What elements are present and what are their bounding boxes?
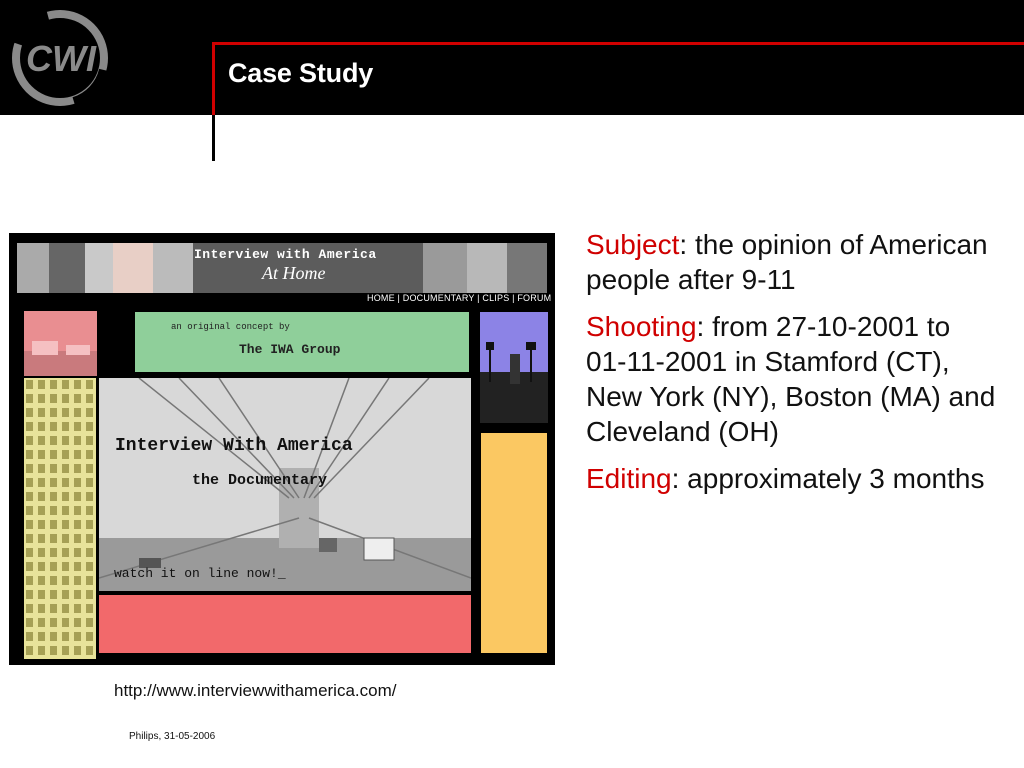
site-nav: HOME | DOCUMENTARY | CLIPS | FORUM <box>367 293 552 303</box>
footer-text: Philips, 31-05-2006 <box>129 731 216 742</box>
bullet-shooting <box>586 309 996 449</box>
face-photo <box>507 243 547 293</box>
bullet-keyword: Subject <box>586 229 680 260</box>
website-url[interactable]: http://www.interviewwithamerica.com/ <box>114 681 397 700</box>
watch-now-link: watch it on line now!_ <box>114 566 286 581</box>
bridge-photo <box>99 378 471 591</box>
title-rule-extension <box>212 115 215 161</box>
street-photo <box>24 311 97 376</box>
face-photo <box>85 243 113 293</box>
face-photo <box>17 243 49 293</box>
site-title: Interview with America <box>194 247 377 262</box>
header-bar <box>0 0 1024 115</box>
slide-title: Case Study <box>228 58 374 88</box>
bullet-text: : from 27-10-2001 to 01-11-2001 in Stamford (CT), New York (NY), Boston (MA) and Cleveland (OH) <box>586 311 996 447</box>
bullet-editing <box>586 461 996 496</box>
building-photo <box>24 378 96 659</box>
face-photo <box>153 243 193 293</box>
site-subtitle: At Home <box>262 263 326 283</box>
bullet-text: : the opinion of American people after 9-11 <box>586 229 988 295</box>
bullet-keyword: Editing <box>586 463 672 494</box>
bullet-list <box>586 227 996 508</box>
website-screenshot <box>9 233 555 665</box>
red-panel <box>99 595 471 653</box>
orange-panel <box>481 433 547 653</box>
subheadline: the Documentary <box>192 472 328 489</box>
face-photo <box>467 243 507 293</box>
cwi-logo-icon <box>8 8 114 108</box>
group-name: The IWA Group <box>239 342 341 357</box>
title-rule-vertical <box>212 42 215 115</box>
concept-panel <box>135 312 469 372</box>
city-photo <box>480 312 548 423</box>
bullet-text: : approximately 3 months <box>671 463 985 494</box>
logo-text: CWI <box>26 38 96 79</box>
face-photo <box>49 243 85 293</box>
face-photo <box>423 243 467 293</box>
bullet-keyword: Shooting <box>586 311 697 342</box>
title-rule-horizontal <box>212 42 1024 45</box>
headline: Interview With America <box>115 436 353 456</box>
bullet-subject <box>586 227 996 297</box>
concept-line: an original concept by <box>171 322 290 332</box>
face-photo <box>113 243 153 293</box>
